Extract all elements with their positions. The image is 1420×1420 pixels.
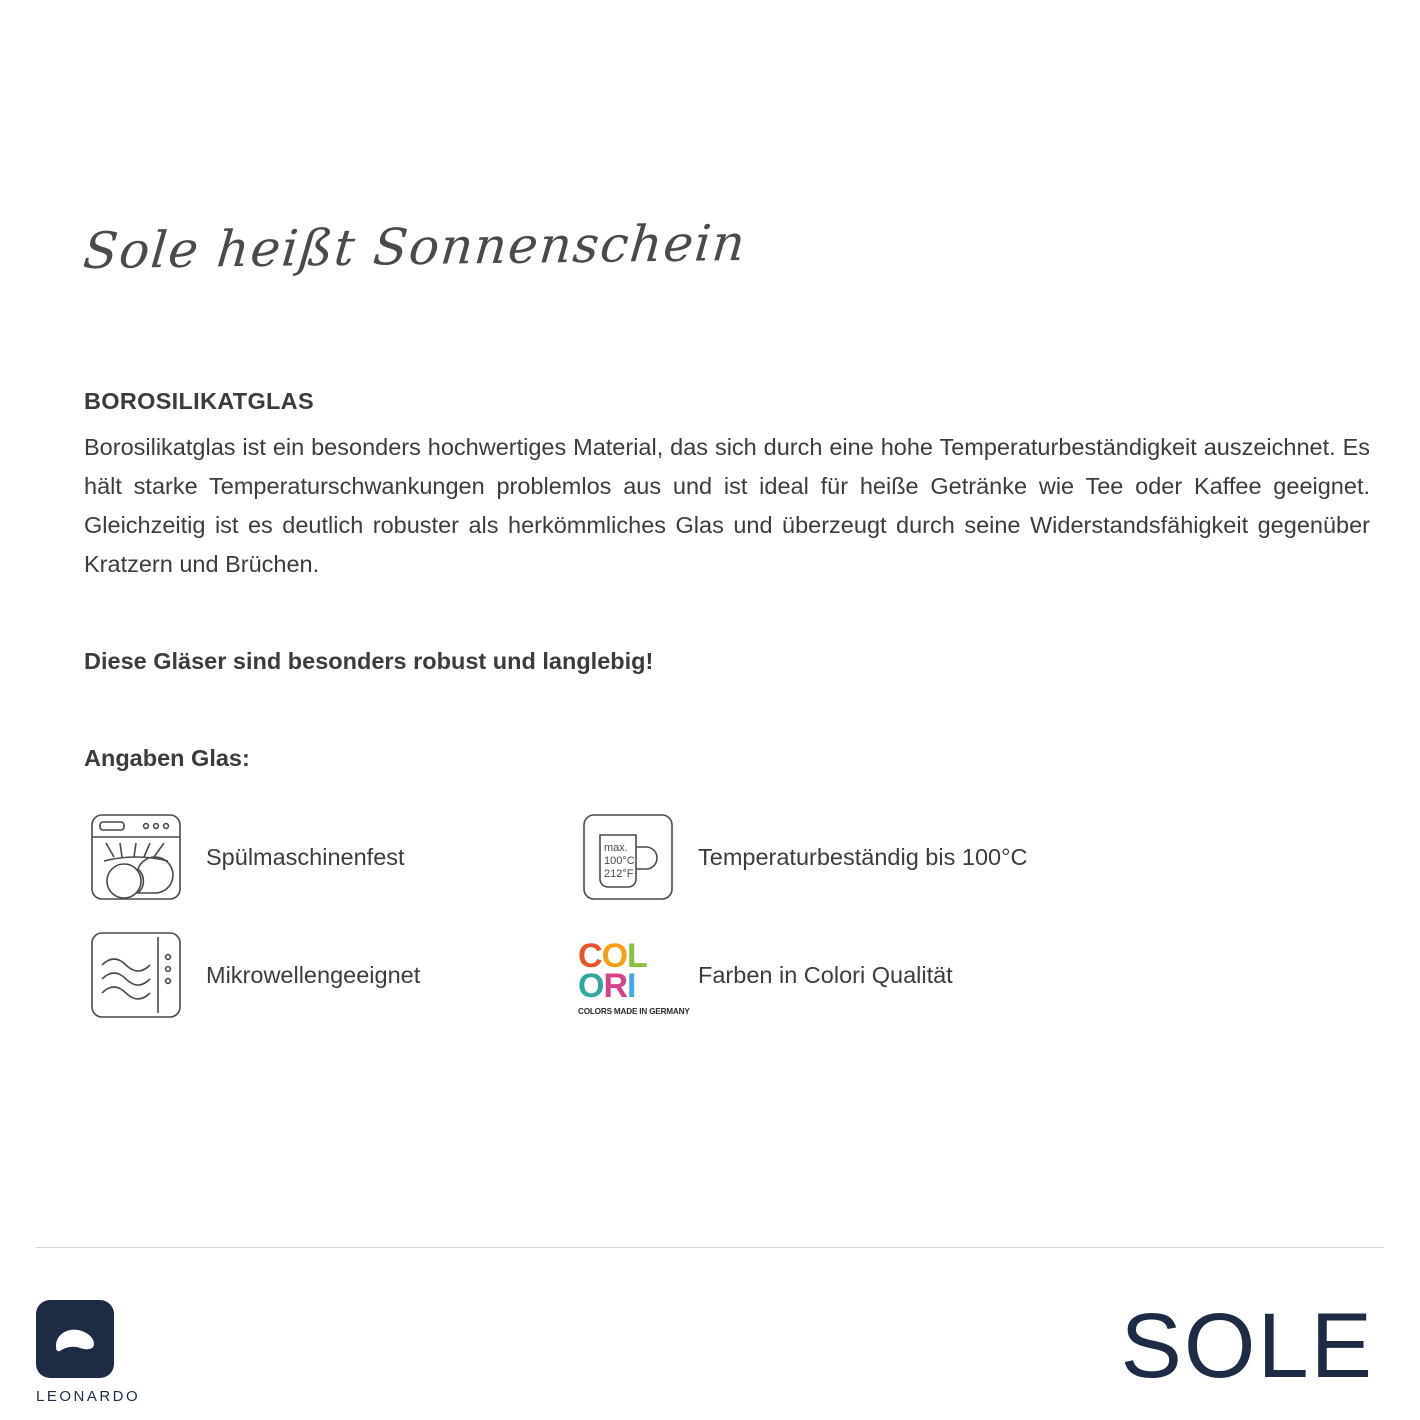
specs-icon-grid bbox=[84, 798, 1364, 1034]
spec-label: Mikrowellengeeignet bbox=[206, 961, 421, 988]
colori-tagline: COLORS MADE IN GERMANY bbox=[578, 1007, 690, 1016]
specs-row bbox=[84, 798, 1364, 916]
hot-mug-icon bbox=[576, 805, 680, 909]
leonardo-brand-name: LEONARDO bbox=[36, 1388, 141, 1405]
section-highlight: Diese Gläser sind besonders robust und langlebig! bbox=[84, 648, 654, 674]
colori-logo-icon: COL ORI COLORS MADE IN GERMANY bbox=[578, 937, 690, 1016]
spec-item-microwave bbox=[84, 923, 576, 1027]
leonardo-logo-icon bbox=[36, 1300, 114, 1378]
spec-item-dishwasher bbox=[84, 805, 576, 909]
section-paragraph: Borosilikatglas ist ein besonders hochwertiges Material, das sich durch eine hohe Temperaturbeständigkeit auszeichnet. Es hält starke Temperaturschwankungen problemlos aus und ist ideal für heiße Getränke wie Tee oder Kaffee geeignet. Gleichzeitig ist es deutlich robuster als herkömmliches Glas und überzeugt durch seine Widerstandsfähigkeit gegenüber Kratzern und Brüchen. bbox=[84, 434, 1370, 577]
svg-text:max.: max. bbox=[604, 842, 628, 854]
spec-item-colori bbox=[576, 923, 1276, 1027]
page-headline: Sole heißt Sonnenschein bbox=[80, 213, 749, 281]
svg-text:212°F: 212°F bbox=[604, 868, 634, 880]
dishwasher-icon bbox=[84, 805, 188, 909]
specs-title: Angaben Glas: bbox=[84, 745, 250, 771]
footer-divider bbox=[36, 1247, 1384, 1248]
microwave-icon bbox=[84, 923, 188, 1027]
spec-label: Temperaturbeständig bis 100°C bbox=[698, 843, 1028, 870]
leonardo-brand bbox=[36, 1300, 216, 1405]
spec-label: Farben in Colori Qualität bbox=[698, 961, 953, 988]
spec-item-heat-resistant bbox=[576, 805, 1276, 909]
section-title: BOROSILIKATGLAS bbox=[84, 388, 314, 414]
svg-text:100°C: 100°C bbox=[604, 855, 635, 867]
spec-label: Spülmaschinenfest bbox=[206, 843, 405, 870]
specs-row bbox=[84, 916, 1364, 1034]
sole-product-logo: SOLE bbox=[1120, 1295, 1374, 1397]
